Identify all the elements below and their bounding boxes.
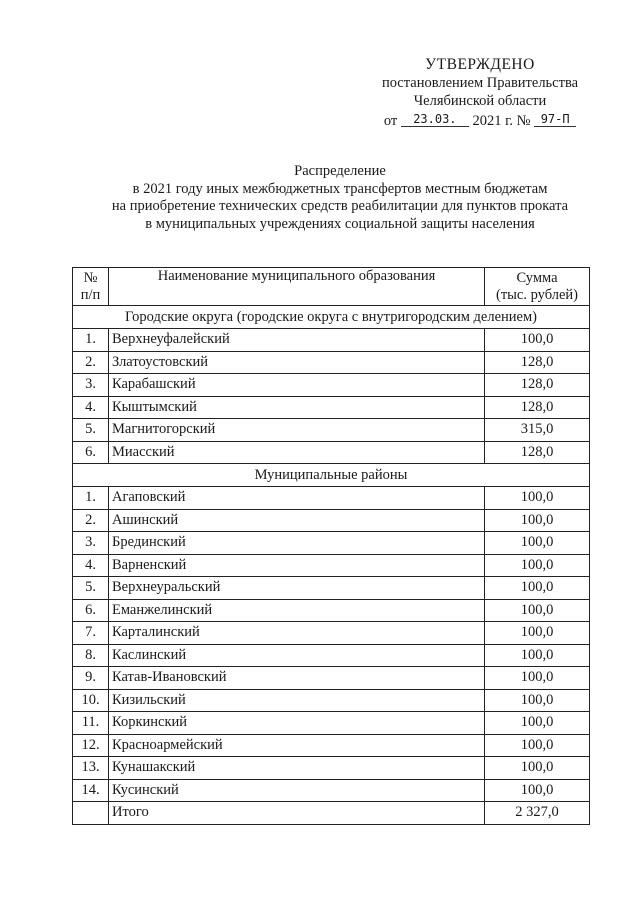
table-row [73, 374, 590, 397]
row-sum: 100,0 [485, 712, 590, 735]
approval-date-line [330, 112, 630, 130]
row-sum: 100,0 [485, 509, 590, 532]
row-number: 1. [73, 487, 109, 510]
table-row [73, 532, 590, 555]
section-title-urban: Городские округа (городские округа с внутригородским делением) [73, 306, 590, 329]
row-name: Верхнеуральский [109, 577, 485, 600]
row-name: Карталинский [109, 622, 485, 645]
row-sum: 128,0 [485, 351, 590, 374]
row-number: 3. [73, 374, 109, 397]
row-sum: 100,0 [485, 577, 590, 600]
row-sum: 128,0 [485, 396, 590, 419]
table-row [73, 487, 590, 510]
row-number: 9. [73, 667, 109, 690]
table-body [73, 306, 590, 825]
row-sum: 100,0 [485, 599, 590, 622]
row-name: Златоустовский [109, 351, 485, 374]
approval-heading: УТВЕРЖДЕНО [425, 56, 535, 73]
approval-block [330, 56, 630, 130]
row-name: Коркинский [109, 712, 485, 735]
row-name: Красноармейский [109, 734, 485, 757]
row-sum: 128,0 [485, 374, 590, 397]
section-title-districts: Муниципальные районы [73, 464, 590, 487]
approval-from-label: от [383, 113, 398, 129]
row-number: 11. [73, 712, 109, 735]
row-number: 10. [73, 689, 109, 712]
row-sum: 100,0 [485, 554, 590, 577]
row-name: Кунашакский [109, 757, 485, 780]
total-empty-cell [73, 802, 109, 825]
document-title [40, 163, 640, 233]
row-sum: 100,0 [485, 622, 590, 645]
row-number: 14. [73, 779, 109, 802]
approval-date: 23.03. [401, 112, 469, 127]
row-sum: 100,0 [485, 779, 590, 802]
table-row [73, 644, 590, 667]
row-number: 3. [73, 532, 109, 555]
row-number: 2. [73, 509, 109, 532]
title-line-4: в муниципальных учреждениях социальной защиты населения [145, 215, 535, 232]
table-row [73, 396, 590, 419]
table-row [73, 667, 590, 690]
table-row [73, 329, 590, 352]
row-number: 5. [73, 577, 109, 600]
row-name: Верхнеуфалейский [109, 329, 485, 352]
header-number-line-2: п/п [80, 286, 101, 303]
approval-year-label: 2021 г. № [472, 113, 531, 129]
table-row [73, 622, 590, 645]
table-row [73, 779, 590, 802]
row-sum: 100,0 [485, 532, 590, 555]
header-sum-line-1: Сумма [516, 269, 558, 286]
row-number: 12. [73, 734, 109, 757]
approval-line-2: Челябинской области [413, 93, 547, 109]
table-row [73, 712, 590, 735]
row-name: Магнитогорский [109, 419, 485, 442]
header-sum [485, 268, 590, 306]
row-name: Брединский [109, 532, 485, 555]
approval-number: 97-П [534, 112, 576, 127]
row-sum: 100,0 [485, 667, 590, 690]
title-line-1: Распределение [294, 163, 386, 179]
row-number: 7. [73, 622, 109, 645]
row-name: Кизильский [109, 689, 485, 712]
row-number: 4. [73, 396, 109, 419]
row-sum: 100,0 [485, 487, 590, 510]
table-row [73, 689, 590, 712]
row-number: 5. [73, 419, 109, 442]
title-line-2: в 2021 году иных межбюджетных трансфертов местным бюджетам [132, 180, 548, 197]
total-sum: 2 327,0 [485, 802, 590, 825]
header-sum-line-2: (тыс. рублей) [496, 286, 578, 303]
section-header-row [73, 306, 590, 329]
row-name: Варненский [109, 554, 485, 577]
total-row [73, 802, 590, 825]
row-name: Миасский [109, 441, 485, 464]
title-line-3: на приобретение технических средств реабилитации для пунктов проката [111, 198, 569, 214]
row-number: 2. [73, 351, 109, 374]
table-row [73, 554, 590, 577]
distribution-table [72, 267, 590, 825]
table-row [73, 599, 590, 622]
table-header-row [73, 268, 590, 306]
header-number-line-1: № [83, 269, 98, 286]
table-row [73, 509, 590, 532]
row-sum: 100,0 [485, 329, 590, 352]
row-number: 6. [73, 441, 109, 464]
row-number: 4. [73, 554, 109, 577]
row-name: Каслинский [109, 644, 485, 667]
table-row [73, 419, 590, 442]
table-row [73, 734, 590, 757]
row-sum: 100,0 [485, 734, 590, 757]
row-number: 6. [73, 599, 109, 622]
approval-line-1: постановлением Правительства [381, 75, 579, 91]
table-row [73, 351, 590, 374]
header-name: Наименование муниципального образования [109, 268, 485, 306]
row-name: Кыштымский [109, 396, 485, 419]
row-number: 1. [73, 329, 109, 352]
row-sum: 128,0 [485, 441, 590, 464]
row-number: 8. [73, 644, 109, 667]
row-name: Карабашский [109, 374, 485, 397]
table-row [73, 577, 590, 600]
row-name: Кусинский [109, 779, 485, 802]
row-sum: 100,0 [485, 689, 590, 712]
row-sum: 100,0 [485, 757, 590, 780]
row-name: Агаповский [109, 487, 485, 510]
row-name: Еманжелинский [109, 599, 485, 622]
row-name: Ашинский [109, 509, 485, 532]
row-name: Катав-Ивановский [109, 667, 485, 690]
row-number: 13. [73, 757, 109, 780]
header-number [73, 268, 109, 306]
total-label: Итого [109, 802, 485, 825]
row-sum: 315,0 [485, 419, 590, 442]
table-row [73, 757, 590, 780]
row-sum: 100,0 [485, 644, 590, 667]
table-row [73, 441, 590, 464]
section-header-row [73, 464, 590, 487]
